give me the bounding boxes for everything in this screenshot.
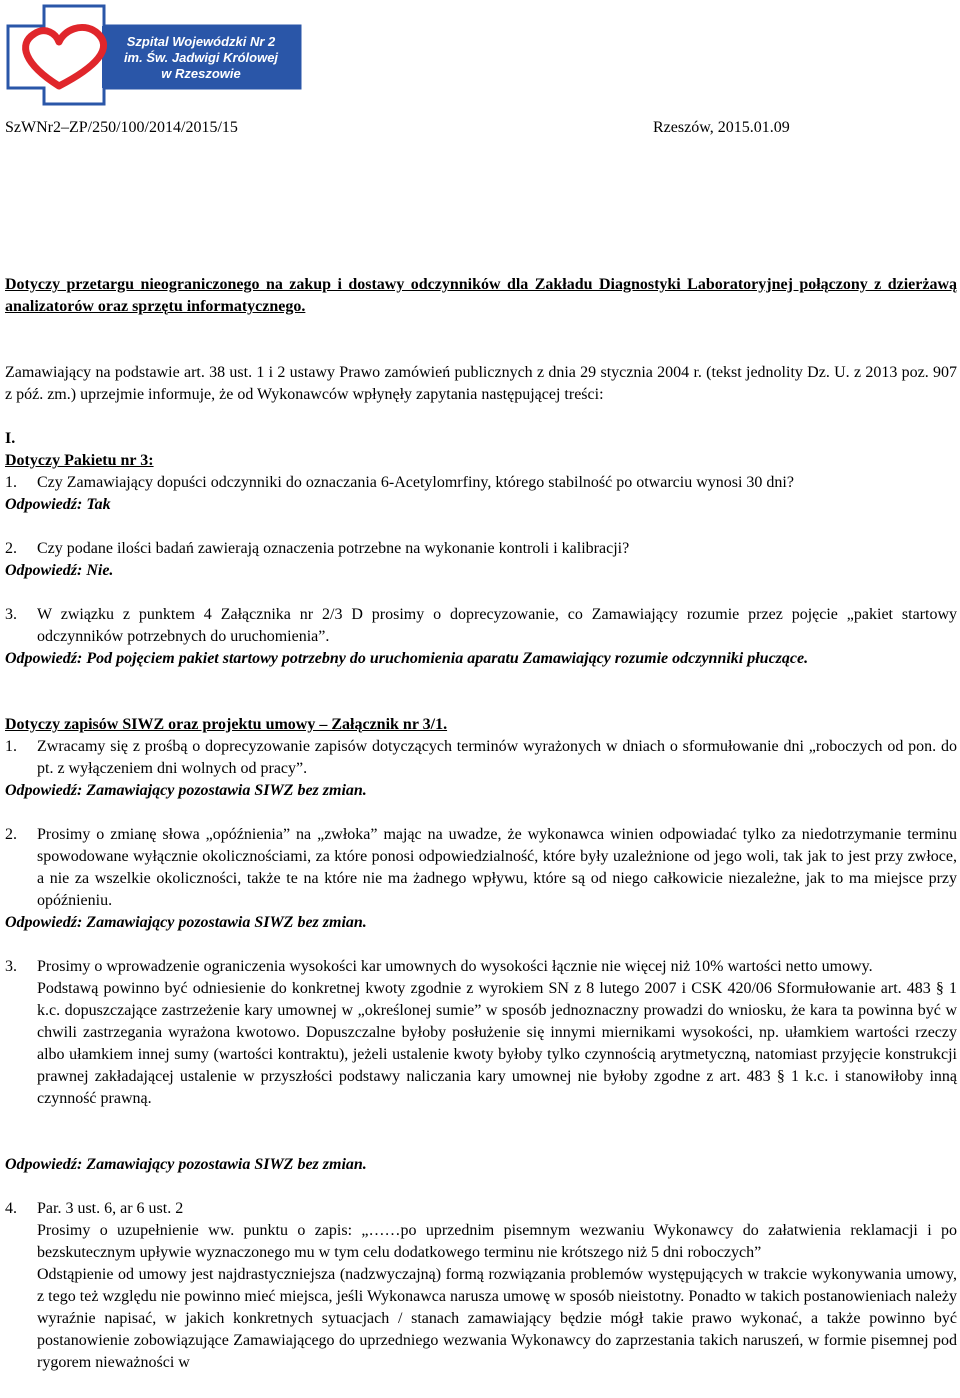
question-justification: Odstąpienie od umowy jest najdrastyczniejsza (nadzwyczajną) formą rozwiązania problemów występujących w trakcie wykonywania umowy, z tego też względu nie powinno mieć miejsca, jeśli Wykonawca narusza umowę w sposób nieistotny. Ponadto w takich postanowieniach należy wyraźnie napisać, w jakich konkretnych sytuacjach / stanach zamawiający będzie mógł takie prawo wykonać, a także powinno być postanowienie zobowiązujące Zamawiającego do uprzedniego wezwania Wykonawcy do zaprzestania takich naruszeń, w formie pisemnej pod rygorem nieważności w xyxy=(37,1266,957,1371)
hospital-logo xyxy=(4,4,304,106)
question-number: 1. xyxy=(5,738,17,755)
question-3 xyxy=(5,604,957,648)
question-1 xyxy=(5,472,957,494)
subject-heading: Dotyczy przetargu nieograniczonego na zakup i dostawy odczynników dla Zakładu Diagnostyki Laboratoryjnej połączony z dzierżawą analizatorów oraz sprzętu informatycznego. xyxy=(5,276,957,315)
reference-number: SzWNr2–ZP/250/100/2014/2015/15 xyxy=(5,119,238,136)
heart-icon xyxy=(26,27,104,86)
logo-line-3: w Rzeszowie xyxy=(161,66,241,81)
section-title-siwz: Dotyczy zapisów SIWZ oraz projektu umowy – Załącznik nr 3/1. xyxy=(5,716,448,733)
answer-2: Odpowiedź: Nie. xyxy=(5,562,114,579)
place-and-date: Rzeszów, 2015.01.09 xyxy=(653,119,790,136)
answer-1: Odpowiedź: Tak xyxy=(5,496,111,513)
question-text: Prosimy o zmianę słowa „opóźnienia” na „zwłoka” mając na uwadze, że wykonawca winien odpowiadać tylko za niedotrzymanie terminu spowodowane wyłącznie okolicznościami, za które ponosi odpowiedzialność, które były uzależnione od jego woli, tak jak to jest przy zwłoce, a nie za wszelkie okoliczności, także te na które nie ma żadnego wpływu, które są od niego całkowicie niezależne, jak to ma miejsce przy opóźnieniu. xyxy=(37,826,957,909)
question-justification: Podstawą powinno być odniesienie do konkretnej kwoty zgodnie z wyrokiem SN z 8 lutego 2007 i CSK 420/06 Sformułowanie art. 483 § 1 k.c. dopuszczające zastrzeżenie kary umownej w „określonej sumie” w sposób jednoznaczny prowadzi do wniosku, że kara ta powinna być w chwili zastrzegania wyrażona kwotowo. Dopuszczalne byłoby posłużenie się innymi miernikami wysokości, np. ułamkiem wartości rzeczy albo ułamkiem innej sumy (wartości kontraktu), jeżeli ustalenie kwoty byłoby tylko czynnością arytmetyczną, natomiast przyjęcie konstrukcji prawnej zakładającej ustalenie w przyszłości podstawy naliczania kary umownej nie byłoby zgodne z art. 483 § 1 k.c. i stanowiłoby inną czynność prawną. xyxy=(37,980,957,1107)
siwz-answer-2: Odpowiedź: Zamawiający pozostawia SIWZ bez zmian. xyxy=(5,914,367,931)
siwz-answer-3: Odpowiedź: Zamawiający pozostawia SIWZ bez zmian. xyxy=(5,1156,367,1173)
section-roman-numeral: I. xyxy=(5,430,16,447)
question-text: Czy Zamawiający dopuści odczynniki do oznaczania 6-Acetylomrfiny, którego stabilność po otwarciu wynosi 30 dni? xyxy=(37,474,794,491)
siwz-question-2 xyxy=(5,824,957,912)
question-number: 3. xyxy=(5,958,17,975)
answer-3: Odpowiedź: Pod pojęciem pakiet startowy potrzebny do uruchomienia aparatu Zamawiający rozumie odczynniki płuczące. xyxy=(5,650,809,667)
siwz-question-4 xyxy=(5,1198,957,1374)
logo-line-2: im. Św. Jadwigi Królowej xyxy=(123,50,279,65)
question-text: W związku z punktem 4 Załącznika nr 2/3 D prosimy o doprecyzowanie, co Zamawiający rozumie przez pojęcie „pakiet startowy odczynników potrzebnych do uruchomienia”. xyxy=(37,606,957,645)
siwz-answer-1: Odpowiedź: Zamawiający pozostawia SIWZ bez zmian. xyxy=(5,782,367,799)
siwz-question-3 xyxy=(5,956,957,1110)
siwz-question-1 xyxy=(5,736,957,780)
question-text: Zwracamy się z prośbą o doprecyzowanie zapisów dotyczących terminów wyrażonych w dniach o sformułowanie dni „roboczych od pon. do pt. z wyłączeniem dni wolnych od pracy”. xyxy=(37,738,957,777)
question-number: 2. xyxy=(5,826,17,843)
question-text: Prosimy o uzupełnienie ww. punktu o zapis: „……po uprzednim pisemnym wezwaniu Wykonawcy do załatwienia reklamacji i po bezskutecznym upływie wyznaczonego mu w tym celu dodatkowego terminu nie krótszego niż 5 dni roboczych” xyxy=(37,1222,957,1261)
section-title-pakiet-3: Dotyczy Pakietu nr 3: xyxy=(5,452,154,469)
question-number: 1. xyxy=(5,474,17,491)
logo-line-1: Szpital Wojewódzki Nr 2 xyxy=(126,34,276,49)
intro-paragraph: Zamawiający na podstawie art. 38 ust. 1 i 2 ustawy Prawo zamówień publicznych z dnia 29 stycznia 2004 r. (tekst jednolity Dz. U. z 2013 poz. 907 z póź. zm.) uprzejmie informuje, że od Wykonawców wpłynęły zapytania następującej treści: xyxy=(5,364,957,403)
question-2 xyxy=(5,538,957,560)
question-number: 3. xyxy=(5,606,17,623)
question-number: 4. xyxy=(5,1200,17,1217)
question-text: Prosimy o wprowadzenie ograniczenia wysokości kar umownych do wysokości łącznie nie więcej niż 10% wartości netto umowy. xyxy=(37,958,873,975)
question-text: Czy podane ilości badań zawierają oznaczenia potrzebne na wykonanie kontroli i kalibracji? xyxy=(37,540,630,557)
question-reference: Par. 3 ust. 6, ar 6 ust. 2 xyxy=(37,1200,184,1217)
logo-graphic xyxy=(4,4,304,106)
question-number: 2. xyxy=(5,540,17,557)
